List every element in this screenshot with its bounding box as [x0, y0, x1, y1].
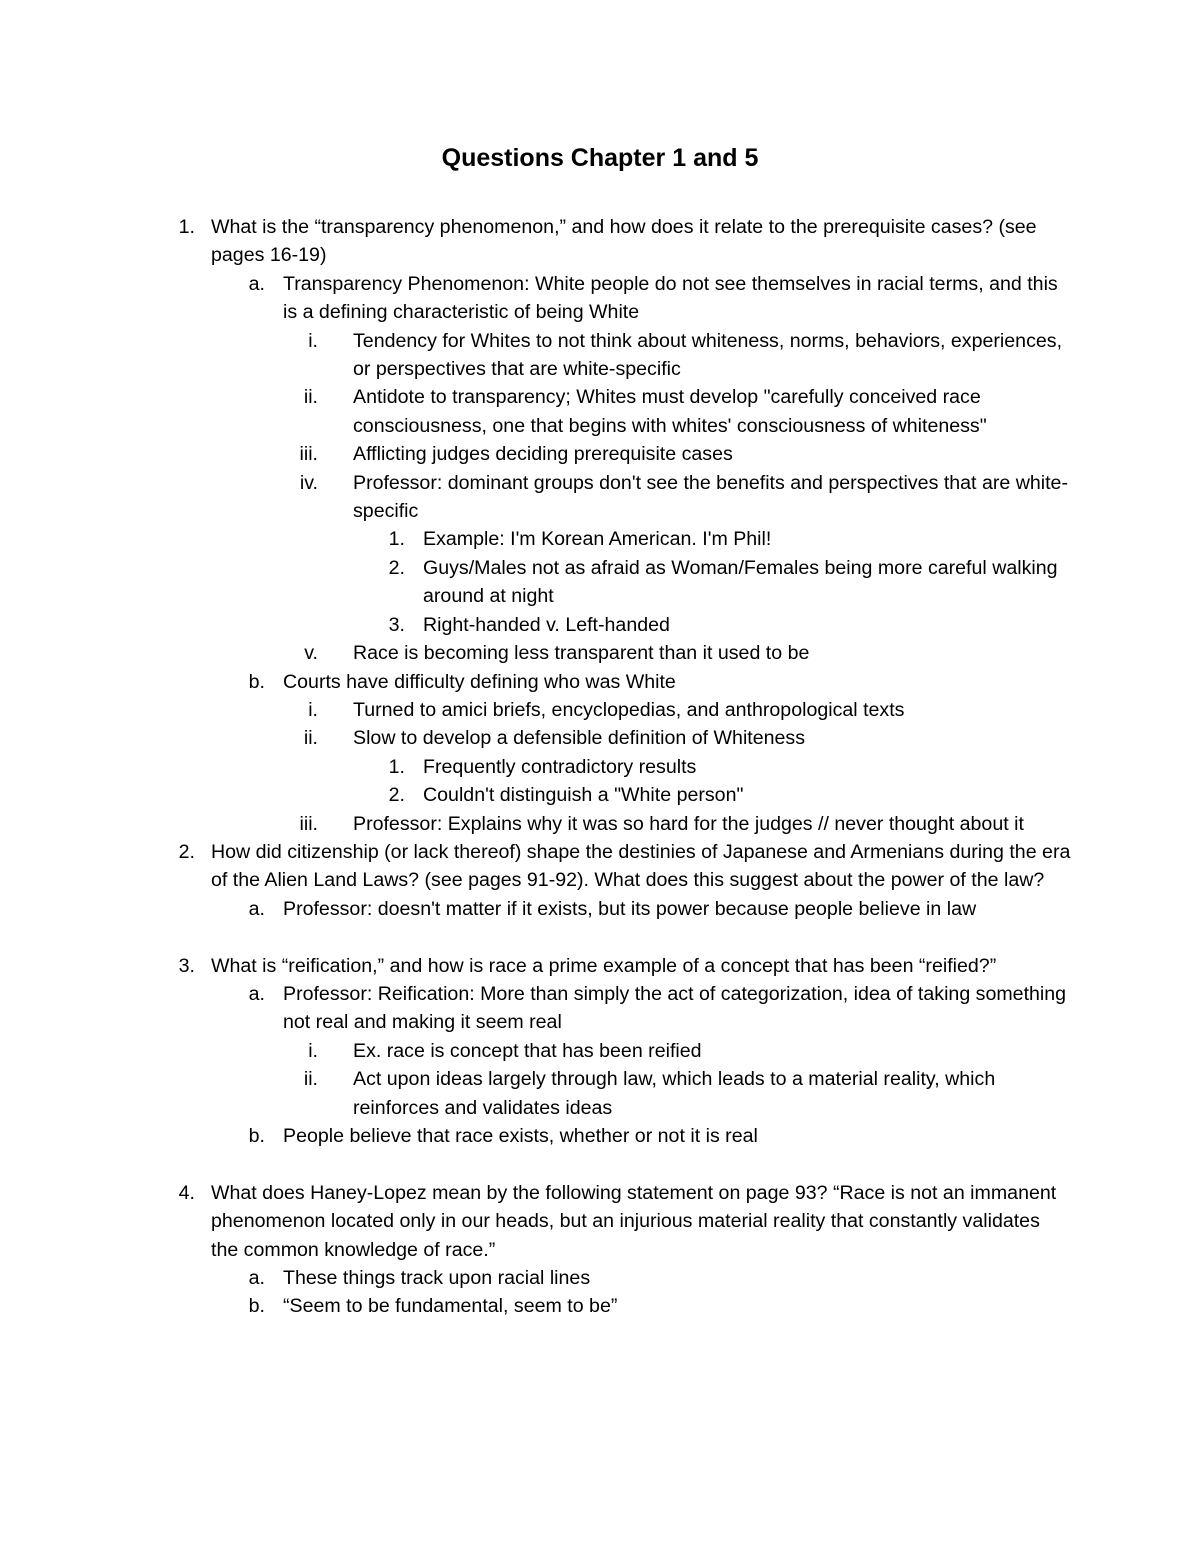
list-item-text: Couldn't distinguish a "White person"	[423, 784, 744, 807]
list-marker: ii.	[303, 727, 318, 750]
list-item-text: Antidote to transparency; Whites must develop "carefully conceived race consciousness, one that begins with whites' consciousness of whiteness"	[353, 386, 987, 437]
list-item-text: Courts have difficulty defining who was White	[283, 670, 676, 693]
list-marker: a.	[248, 272, 265, 295]
list-item-text: “Seem to be fundamental, seem to be”	[283, 1295, 618, 1318]
list-item-text: What does Haney-Lopez mean by the following statement on page 93? “Race is not an immanent phenomenon located only in our heads, but an injurious material reality that constantly validates the common knowledge of race.”	[211, 1181, 1057, 1261]
list-item-text: Race is becoming less transparent than it used to be	[353, 642, 810, 665]
list-marker: 2.	[388, 784, 405, 807]
outline-item-level-1	[0, 838, 1200, 895]
list-item-text: Professor: dominant groups don't see the benefits and perspectives that are white-specific	[353, 471, 1068, 523]
list-marker: iii.	[299, 812, 318, 835]
list-item-text: Professor: doesn't matter if it exists, but its power because people believe in law	[283, 897, 977, 920]
outline-item-level-4	[0, 611, 1200, 639]
outline-item-level-2	[0, 270, 1200, 327]
list-marker: 1.	[388, 755, 405, 778]
list-marker: b.	[248, 1124, 265, 1147]
outline-item-level-2	[0, 1292, 1200, 1320]
outline-item-level-2	[0, 668, 1200, 696]
outline-item-level-3	[0, 1065, 1200, 1122]
list-marker: b.	[248, 670, 265, 693]
list-marker: a.	[248, 982, 265, 1005]
list-item-text: Transparency Phenomenon: White people do not see themselves in racial terms, and this is a defining characteristic of being White	[283, 272, 1058, 324]
list-item-text: Example: I'm Korean American. I'm Phil!	[423, 528, 772, 551]
outline-item-level-3	[0, 440, 1200, 468]
list-marker: i.	[308, 1039, 318, 1062]
list-marker: b.	[248, 1295, 265, 1318]
list-marker: 3.	[388, 613, 405, 636]
list-item-text: People believe that race exists, whether or not it is real	[283, 1124, 758, 1147]
blank-line	[0, 923, 1200, 951]
list-marker: i.	[308, 698, 318, 721]
outline-item-level-2	[0, 1264, 1200, 1292]
list-item-text: Turned to amici briefs, encyclopedias, and anthropological texts	[353, 698, 905, 721]
outline-item-level-4	[0, 753, 1200, 781]
blank-line	[0, 1150, 1200, 1178]
outline-item-level-3	[0, 469, 1200, 526]
list-marker: 2.	[178, 840, 195, 863]
list-item-text: Right-handed v. Left-handed	[423, 613, 670, 636]
list-item-text: Tendency for Whites to not think about whiteness, norms, behaviors, experiences, or perspectives that are white-specific	[353, 329, 1063, 381]
list-item-text: These things track upon racial lines	[283, 1267, 591, 1289]
list-item-text: Slow to develop a defensible definition of Whiteness	[353, 727, 806, 750]
list-item-text: Frequently contradictory results	[423, 755, 697, 778]
list-item-text: What is “reification,” and how is race a prime example of a concept that has been “reified?”	[211, 954, 997, 977]
outline-item-level-2	[0, 1122, 1200, 1150]
outline-list	[0, 213, 1200, 1321]
outline-item-level-2	[0, 895, 1200, 923]
page-title: Questions Chapter 1 and 5	[441, 144, 759, 172]
list-marker: i.	[308, 329, 318, 352]
list-item-text: Guys/Males not as afraid as Woman/Females being more careful walking around at night	[423, 556, 1058, 608]
list-item-text: Professor: Explains why it was so hard for the judges // never thought about it	[353, 812, 1024, 835]
list-item-text: How did citizenship (or lack thereof) shape the destinies of Japanese and Armenians during the era of the Alien Land Laws? (see pages 91-92). What does this suggest about the power of the law?	[211, 840, 1071, 892]
outline-item-level-3	[0, 810, 1200, 838]
list-marker: 3.	[178, 954, 195, 977]
outline-item-level-3	[0, 1037, 1200, 1065]
outline-item-level-3	[0, 696, 1200, 724]
outline-item-level-3	[0, 383, 1200, 440]
list-marker: ii.	[303, 386, 318, 409]
outline-item-level-4	[0, 554, 1200, 611]
list-marker: iii.	[299, 443, 318, 466]
list-marker: 1.	[178, 216, 195, 238]
list-marker: 2.	[388, 556, 405, 579]
list-marker: v.	[304, 642, 318, 665]
list-marker: iv.	[299, 471, 318, 494]
list-marker: 4.	[178, 1181, 195, 1204]
outline-item-level-1	[0, 952, 1200, 980]
outline-item-level-1	[0, 213, 1200, 270]
list-marker: ii.	[303, 1068, 318, 1091]
outline-item-level-3	[0, 639, 1200, 667]
outline-item-level-3	[0, 327, 1200, 384]
list-marker: a.	[248, 1267, 265, 1289]
outline-item-level-2	[0, 980, 1200, 1037]
outline-item-level-4	[0, 781, 1200, 809]
list-marker: a.	[248, 897, 265, 920]
list-item-text: Afflicting judges deciding prerequisite cases	[353, 443, 733, 466]
outline-item-level-4	[0, 525, 1200, 553]
outline-item-level-3	[0, 724, 1200, 752]
list-marker: 1.	[388, 528, 405, 551]
list-item-text: Act upon ideas largely through law, which leads to a material reality, which reinforces and validates ideas	[353, 1068, 996, 1119]
list-item-text: Ex. race is concept that has been reified	[353, 1039, 702, 1062]
outline-item-level-1	[0, 1179, 1200, 1264]
list-item-text: What is the “transparency phenomenon,” and how does it relate to the prerequisite cases? (see pages 16-19)	[211, 216, 1037, 267]
list-item-text: Professor: Reification: More than simply the act of categorization, idea of taking something not real and making it seem real	[283, 982, 1067, 1034]
